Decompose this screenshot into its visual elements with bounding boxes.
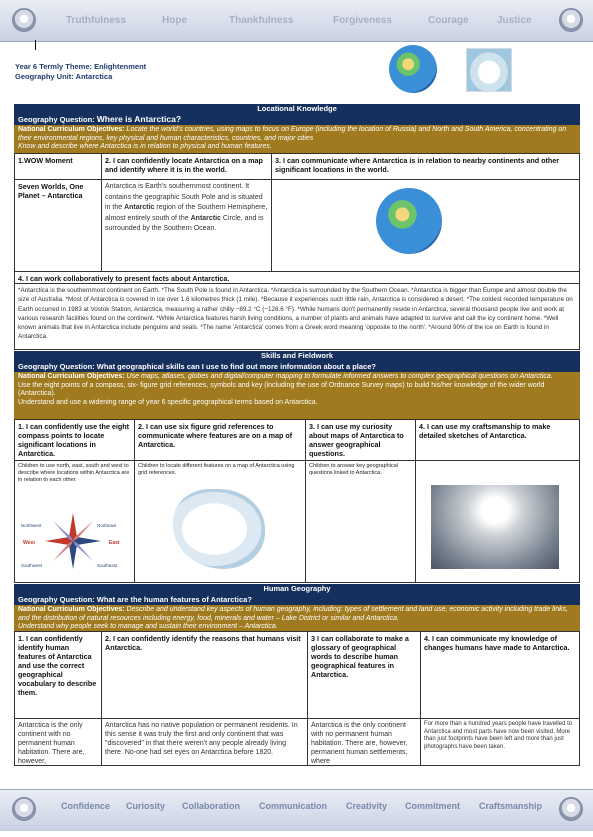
compass-cell [15, 461, 135, 583]
unit-line: Geography Unit: Antarctica [15, 72, 113, 81]
grid-ref-cell [135, 461, 306, 583]
school-crest-icon [559, 797, 583, 821]
school-crest-icon [12, 8, 36, 32]
objectives-locational [14, 125, 580, 153]
value-word: Justice [497, 15, 532, 26]
question-bar-human: Geography Question: What are the human features of Antarctica? [14, 594, 580, 605]
objectives-text-2: Know and describe where Antarctica is in relation to physical and human features. [18, 143, 272, 150]
compass-label: Northeast [97, 523, 117, 528]
question-bar-locational [14, 114, 580, 125]
objectives-human [14, 605, 580, 631]
compass-label: Southeast [97, 563, 118, 568]
objective-heading-2: 2. I can confidently identify the reasons that humans visit Antarctica. [102, 632, 308, 719]
activity-text: Children to locate different features on a map of Antarctica using grid references. [138, 463, 295, 476]
objectives-label: National Curriculum Objectives: [18, 606, 125, 613]
compass-label: Northwest [21, 523, 42, 528]
wow-text: Seven Worlds, One Planet – Antarctica [15, 180, 102, 272]
theme-line: Year 6 Termly Theme: Enlightenment [15, 62, 147, 71]
school-crest-icon [559, 8, 583, 32]
section-title-skills: Skills and Fieldwork [14, 351, 580, 361]
theme-heading [15, 62, 146, 82]
sketch-cell [416, 461, 580, 583]
locational-table [14, 153, 580, 350]
activity-text: Children to use north, east, south and west to describe where locations within Antarctica are in relation to each other. [18, 463, 130, 483]
question-bar-skills: Geography Question: What geographical skills can I use to find out more information about a place? [14, 361, 580, 372]
value-word: Forgiveness [333, 15, 392, 26]
objectives-text: Locate the world's countries, using maps to focus on Europe (including the location of Russia) and North and South America, concentrating on their environmental regions, key physical and human characteristics, countries, and major cities [18, 126, 567, 142]
human-table [14, 631, 580, 766]
objective-heading-1: 1. I can confidently use the eight compass points to locate significant locations in Antarctica. [15, 420, 135, 461]
objective-heading-1: 1. I can confidently identify human features of Antarctica and use the correct geographical vocabulary to describe them. [15, 632, 102, 719]
value-word: Hope [162, 15, 187, 26]
skills-table [14, 419, 580, 583]
objectives-text: Describe and understand key aspects of human geography, including: types of settlement and land use, economic activity including trade links, and the distribution of natural resources including energy, food, minerals and water – Lake District or similar and Antarctica. [18, 606, 569, 622]
globe-image [376, 188, 442, 254]
value-word: Creativity [346, 801, 388, 811]
value-word: Collaboration [182, 801, 240, 811]
compass-label: East [109, 540, 120, 546]
compass-label: Southwest [21, 563, 43, 568]
objective-heading-3: 3 I can collaborate to make a glossary of geographical words to describe human geographical features in Antarctica. [308, 632, 421, 719]
section-title-human: Human Geography [14, 584, 580, 594]
antarctica-facts: *Antarctica is the southernmost continent on Earth. *The South Pole is found in Antarctica. *Antarctica is surrounded by the Southern Ocean. *Antarctica is bigger than Europe and almost double the size of Australia. *Most of Antarctica is covered in ice over 1.6 kilometres thick (1 mile). *Because it experiences such little rain, Antarctica is considered a desert. *The coldest recorded temperature on Earth occurred in 1983 at Vostok Station, Antarctica, measuring a rather chilly −89.2 °C (−128.6 °F). *While humans don't permanently reside in Antarctica, several thousand people live and work at various research facilities found on the continent. *While Antarctica features harsh living conditions, a number of plants and animals have adapted to survive and call the icy continent home. *Well known animals that live in Antarctica include penguins and seals. *The name 'Antarctica' comes from a Greek word meaning 'opposite to the north'. *Around 90% of the ice on Earth is found in Antarctica. [15, 284, 580, 350]
objectives-label: National Curriculum Objectives: [18, 126, 125, 133]
human-text-4: For more than a hundred years people have travelled to Antarctica and most parts have now been visited. More than just footprints have been left and more than just photographs have been taken. [421, 719, 580, 766]
antarctica-description: Antarctica is Earth's southernmost continent. It contains the geographic South Pole and is situated in the Antarctic region of the Southern Hemisphere, almost entirely south of the Antarctic Circle, and is surrounded by the Southern Ocean. [102, 180, 272, 272]
objective-heading-3: 3. I can communicate where Antarctica is in relation to nearby continents and other significant locations in the world. [272, 154, 580, 180]
objectives-text-2: Use the eight points of a compass, six- figure grid references, symbols and key (including the use of Ordnance Survey maps) to build his/her knowledge of the wider world (Antarctica). [18, 381, 545, 397]
school-crest-icon [12, 797, 36, 821]
objective-heading-4: 4. I can use my craftsmanship to make detailed sketches of Antarctica. [416, 420, 580, 461]
section-title-locational: Locational Knowledge [14, 104, 580, 114]
objectives-text: Use maps, atlases, globes and digital/computer mapping to formulate informed answers to complex geographical questions on Antarctica. [126, 373, 553, 380]
objective-heading-4: 4. I can work collaboratively to present facts about Antarctica. [15, 272, 580, 284]
human-text-1: Antarctica is the only continent with no permanent human habitation. There are, however, [15, 719, 102, 766]
antarctica-map-image [173, 489, 265, 569]
objective-heading-2: 2. I can confidently locate Antarctica on a map and identify where it is in the world. [102, 154, 272, 180]
compass-label: West [23, 540, 35, 546]
question-text: Where is Antarctica? [96, 114, 182, 124]
objectives-text-2: Understand why people seek to manage and sustain their environment – Antarctica. [18, 623, 278, 630]
questions-cell [306, 461, 416, 583]
value-word: Thankfulness [229, 15, 294, 26]
question-label: Geography Question: [18, 115, 95, 124]
objective-heading-3: 3. I can use my curiosity about maps of Antarctica to answer geographical questions. [306, 420, 416, 461]
value-word: Curiosity [126, 801, 166, 811]
value-word: Craftsmanship [479, 801, 543, 811]
activity-text: Children to answer key geographical questions linked to Antarctica. [309, 463, 398, 476]
objectives-skills [14, 372, 580, 419]
compass-rose-icon [41, 509, 105, 573]
value-word: Commitment [405, 801, 461, 811]
value-word: Courage [428, 15, 469, 26]
antarctica-map-image [466, 48, 512, 92]
text-cursor [35, 40, 36, 50]
objective-heading-4: 4. I can communicate my knowledge of changes humans have made to Antarctica. [421, 632, 580, 719]
value-word: Truthfulness [66, 15, 127, 26]
objectives-label: National Curriculum Objectives: [18, 373, 125, 380]
globe-cell [272, 180, 580, 272]
antarctica-landscape-photo [431, 485, 559, 569]
human-text-2: Antarctica has no native population or permanent residents. In this sense it was truly the first and only continent that was "discovered" in that there weren't any people already living there. No-one had set eyes on Antarctica before 1820. [102, 719, 308, 766]
value-word: Communication [259, 801, 328, 811]
objective-heading-2: 2. I can use six figure grid references to communicate where features are on a map of Antarctica. [135, 420, 306, 461]
value-word: Confidence [61, 801, 111, 811]
globe-image [389, 45, 437, 93]
human-text-3: Antarctica is the only continent with no permanent human habitation. There are, however, permanent human settlements, where [308, 719, 421, 766]
wow-heading: 1.WOW Moment [15, 154, 102, 180]
objectives-text-3: Understand and use a widening range of year 6 specific geographical terms based on Antarctica. [18, 398, 318, 406]
